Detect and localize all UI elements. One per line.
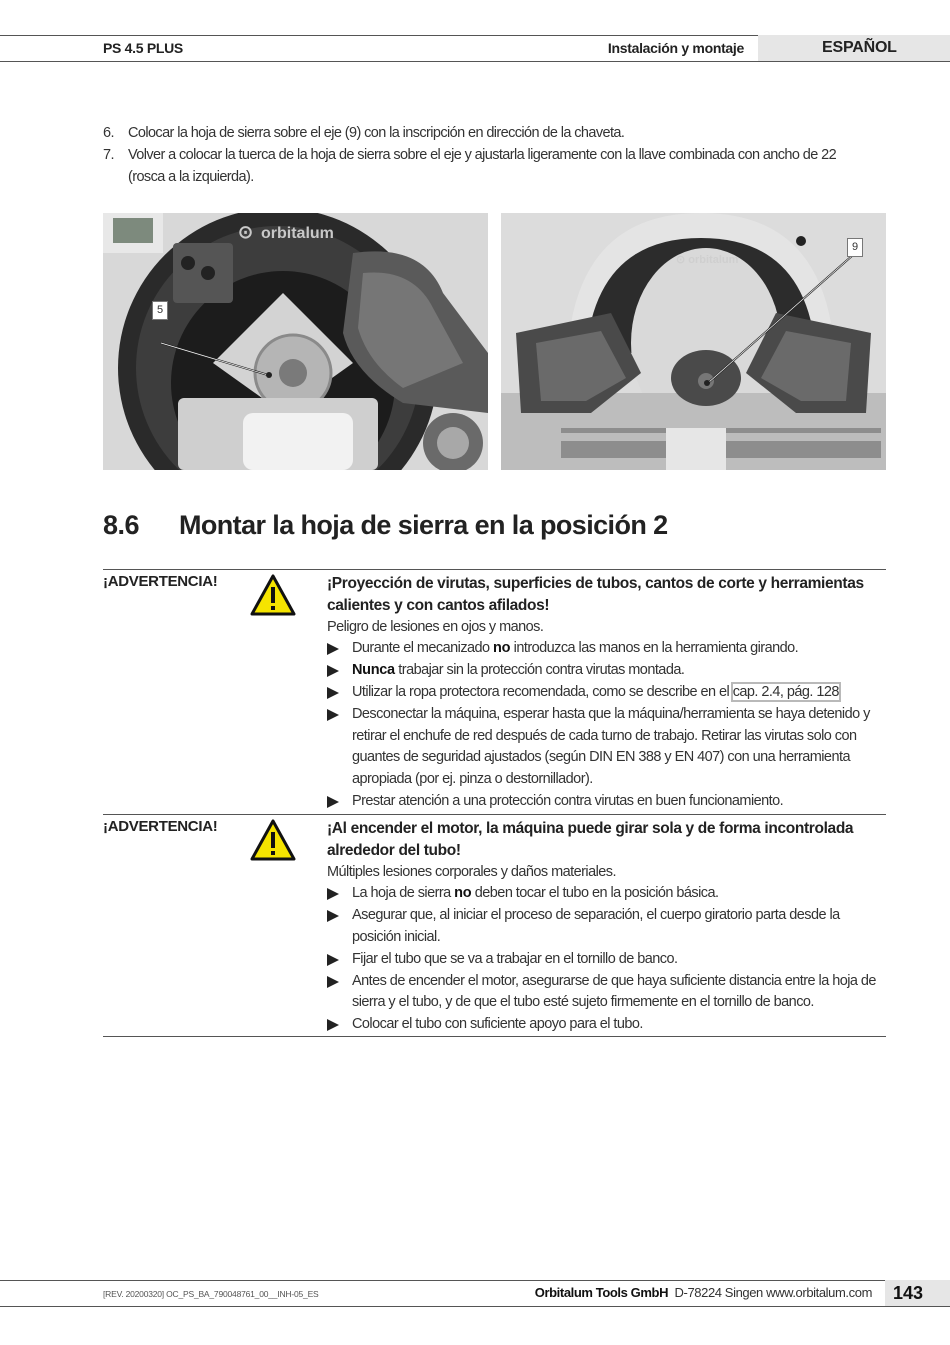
bullet-emphasis: Nunca <box>352 662 395 679</box>
bullet-arrow-icon <box>327 910 339 922</box>
bullet-text: Durante el mecanizado <box>352 640 494 657</box>
bullet-text: Prestar atención a una protección contra virutas en buen funcionamiento. <box>352 792 784 809</box>
warning-label: ¡ADVERTENCIA! <box>103 573 218 590</box>
warning-risk: Peligro de lesiones en ojos y manos. <box>327 618 544 635</box>
photo-left-brand: ⊙ <box>238 222 254 242</box>
warning-risk: Múltiples lesiones corporales y daños materiales. <box>327 863 616 880</box>
footer-address: D-78224 Singen www.orbitalum.com <box>674 1285 872 1300</box>
bullet-arrow-icon <box>327 665 339 677</box>
header-language: ESPAÑOL <box>822 39 897 56</box>
photo-left-illustration <box>103 213 488 470</box>
bullet-emphasis: no <box>454 885 472 902</box>
photo-saw-blade-mounting <box>103 213 488 470</box>
warning-bullet <box>327 971 887 1015</box>
bullet-emphasis: no <box>493 640 511 657</box>
warning-triangle-icon <box>250 574 296 616</box>
step-item <box>103 122 873 144</box>
header-product: PS 4.5 PLUS <box>103 40 183 56</box>
bullet-arrow-icon <box>327 1019 339 1031</box>
section-number: 8.6 <box>103 510 140 540</box>
bullet-arrow-icon <box>327 976 339 988</box>
bullet-text: introduzca las manos en la herramienta girando. <box>510 640 799 657</box>
cross-reference-link[interactable]: cap. 2.4, pág. 128 <box>732 683 839 700</box>
warning-bullet <box>327 905 887 949</box>
warning-title: ¡Al encender el motor, la máquina puede girar sola y de forma incontrolada alrededor del tubo! <box>327 820 854 859</box>
photo-right-brand: ⊙ orbitalum <box>676 254 739 266</box>
bullet-text: Utilizar la ropa protectora recomendada, como se describe en el <box>352 683 733 700</box>
section-title: Montar la hoja de sierra en la posición 2 <box>179 510 668 540</box>
warning-block <box>103 814 886 1037</box>
step-item <box>103 144 873 188</box>
bullet-arrow-icon <box>327 888 339 900</box>
photo-right-illustration <box>501 213 886 470</box>
bullet-arrow-icon <box>327 687 339 699</box>
bullet-arrow-icon <box>327 954 339 966</box>
bullet-text: Colocar el tubo con suficiente apoyo para el tubo. <box>352 1016 643 1033</box>
bullet-arrow-icon <box>327 709 339 721</box>
warning-bullet <box>327 1014 887 1036</box>
bullet-text: Asegurar que, al iniciar el proceso de separación, el cuerpo giratorio parta desde la posición inicial. <box>352 907 840 945</box>
warning-bullet <box>327 704 887 791</box>
step-number: 6. <box>103 125 114 141</box>
warning-bullet <box>327 791 887 813</box>
warning-title: ¡Proyección de virutas, superficies de tubos, cantos de corte y herramientas calientes y con cantos afilados! <box>327 575 864 614</box>
header-rule-top <box>0 35 758 36</box>
callout-5: 5 <box>152 301 168 320</box>
warning-bullet <box>327 883 887 905</box>
page-number: 143 <box>893 1283 924 1303</box>
warning-bullet <box>327 660 887 682</box>
bullet-text: Desconectar la máquina, esperar hasta que la máquina/herramienta se haya detenido y retirar el enchufe de red después de cada turno de trabajo. Retirar las virutas solo con guantes de seguridad ajustados (según DIN EN 388 y EN 407) con una herramienta apropiada (por ej. pinza o destornillador). <box>352 705 870 788</box>
step-number: 7. <box>103 147 114 163</box>
bullet-text: La hoja de sierra <box>352 885 455 902</box>
bullet-text: Antes de encender el motor, asegurarse de que haya suficiente distancia entre la hoja de sierra y el tubo, y de que el tubo esté sujeto firmemente en el tornillo de banco. <box>352 972 876 1011</box>
footer-rule-bottom <box>0 1306 950 1307</box>
header-rule-bottom <box>0 61 950 62</box>
step-list <box>103 122 873 188</box>
bullet-text: Fijar el tubo que se va a trabajar en el tornillo de banco. <box>352 950 678 967</box>
step-text: Colocar la hoja de sierra sobre el eje (9) con la inscripción en dirección de la chaveta. <box>128 125 625 141</box>
footer-company <box>535 1285 872 1300</box>
photo-saw-shaft <box>501 213 886 470</box>
footer-rule-top <box>0 1280 885 1281</box>
footer-revision: [REV. 20200320] OC_PS_BA_790048761_00__INH-05_ES <box>103 1289 319 1299</box>
step-text: Volver a colocar la tuerca de la hoja de sierra sobre el eje y ajustarla ligeramente con la llave combinada con ancho de 22 (rosca a la izquierda). <box>128 147 837 185</box>
footer-company-name: Orbitalum Tools GmbH <box>534 1285 669 1300</box>
warning-bullet <box>327 682 887 704</box>
header-section-title: Instalación y montaje <box>607 40 744 56</box>
warning-block <box>103 569 886 815</box>
bullet-arrow-icon <box>327 796 339 808</box>
bullet-text: trabajar sin la protección contra virutas montada. <box>394 662 685 679</box>
warning-bullet <box>327 949 887 971</box>
bullet-arrow-icon <box>327 643 339 655</box>
warning-triangle-icon <box>250 819 296 861</box>
bullet-text: deben tocar el tubo en la posición básica. <box>471 885 719 902</box>
warning-bullet <box>327 638 887 660</box>
warning-label: ¡ADVERTENCIA! <box>103 818 218 835</box>
svg-text:orbitalum: orbitalum <box>261 225 334 242</box>
callout-9: 9 <box>847 238 863 257</box>
